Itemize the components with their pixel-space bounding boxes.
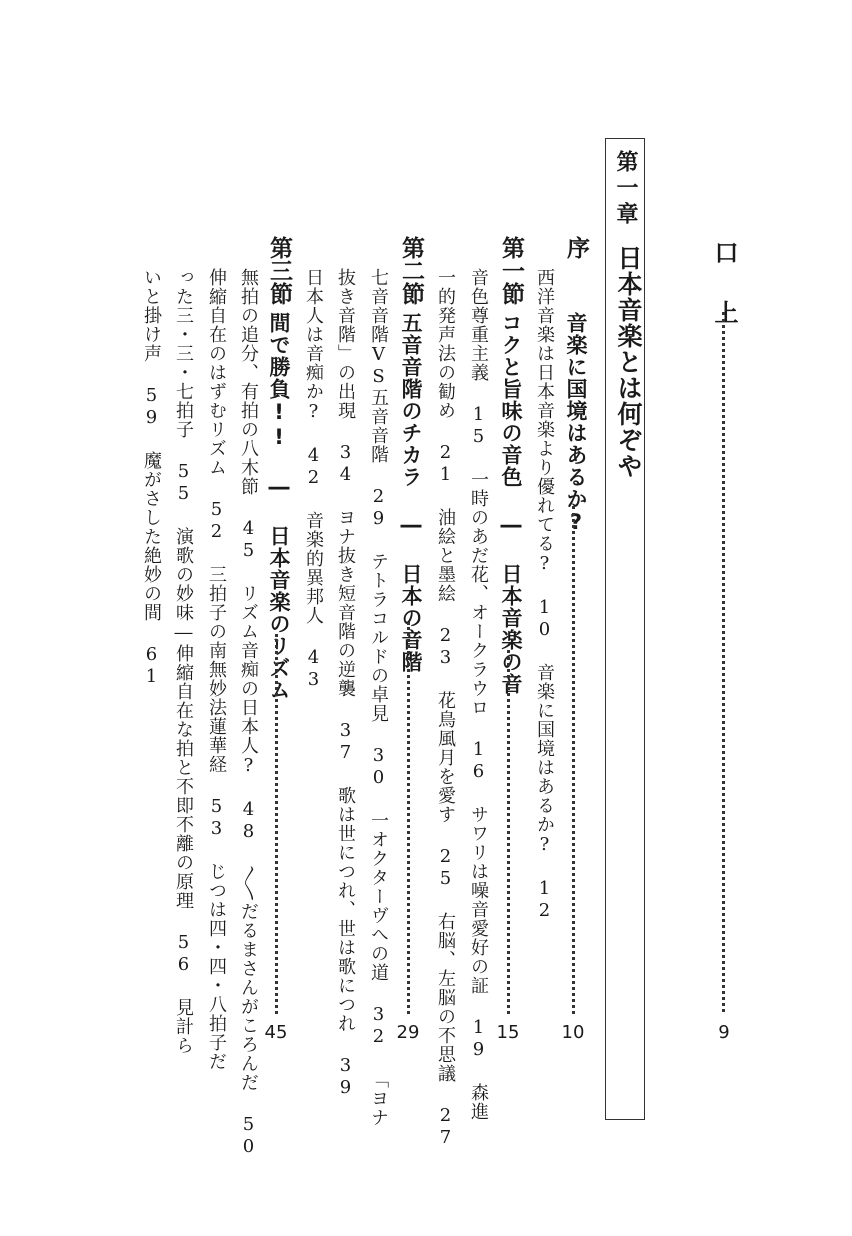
section2-contents-line: 七音音階VS五音音階 29 テトラコルドの卓見 30 一オクターヴへの道 32 「ヨナ xyxy=(368,268,389,1127)
section3-contents-line: 伸縮自在のはずむリズム 52 三拍子の南無妙法蓮華経 53 じつは四・四・八拍子だ xyxy=(206,268,227,1071)
section1-contents-line: 音色尊重主義 15 一時のあだ花、オークラウロ 16 サワリは噪音愛好の証 19 森進 xyxy=(468,268,489,1121)
jo-leader-dots xyxy=(572,506,575,1014)
kuchie-label[interactable]: 口 上 xyxy=(710,240,738,328)
jo-contents-line: 西洋音楽は日本音楽より優れてる? 10 音楽に国境はあるか? 12 xyxy=(534,268,555,922)
jo-title[interactable]: 音楽に国境はあるか? xyxy=(564,312,588,535)
section3-title[interactable]: 間で勝負!! ― 日本音楽のリズム xyxy=(267,312,291,701)
section1-leader-dots xyxy=(507,650,510,1014)
section3-contents-line: いと掛け声 59 魔がさした絶妙の間 61 xyxy=(141,268,162,688)
jo-page-number: 10 xyxy=(561,1022,585,1043)
section3-page-number: 45 xyxy=(264,1022,288,1043)
section1-page-number: 15 xyxy=(496,1022,520,1043)
chapter-title[interactable]: 日本音楽とは何ぞや xyxy=(614,245,643,479)
kuchie-leader-dots xyxy=(722,312,725,1012)
section1-title[interactable]: コクと旨味の音色 ― 日本音楽の音 xyxy=(499,312,523,695)
chapter-number: 第一章 xyxy=(613,150,639,228)
section2-contents-line: 日本人は音痴か? 42 音楽的異邦人 43 xyxy=(303,268,324,691)
section3-label: 第三節 xyxy=(266,236,292,305)
kuchie-page-number: 9 xyxy=(718,1022,730,1043)
section2-page-number: 29 xyxy=(396,1022,420,1043)
section2-contents-line: 抜き音階」の出現 34 ヨナ抜き短音階の逆襲 37 歌は世につれ、世は歌につれ 39 xyxy=(335,268,356,1099)
section1-label: 第一節 xyxy=(498,236,524,305)
section3-contents-line: った三・三・七拍子 55 演歌の妙味―伸縮自在な拍と不即不離の原理 56 見計ら xyxy=(173,268,194,1055)
jo-label: 序 xyxy=(563,236,589,259)
section1-contents-line: 一的発声法の勧め 21 油絵と墨絵 23 花鳥風月を愛す 25 右脳、左脳の不思議 27 xyxy=(435,268,456,1149)
section2-title[interactable]: 五音音階のチカラ ― 日本の音階 xyxy=(399,312,423,673)
section2-leader-dots xyxy=(407,622,410,1014)
section3-contents-line: 無拍の追分、有拍の八木節 45 リズム音痴の日本人? 48 〳〵だるまさんがころんだ 50 xyxy=(238,268,259,1158)
section2-label: 第二節 xyxy=(398,236,424,305)
section3-leader-dots xyxy=(275,634,278,1014)
